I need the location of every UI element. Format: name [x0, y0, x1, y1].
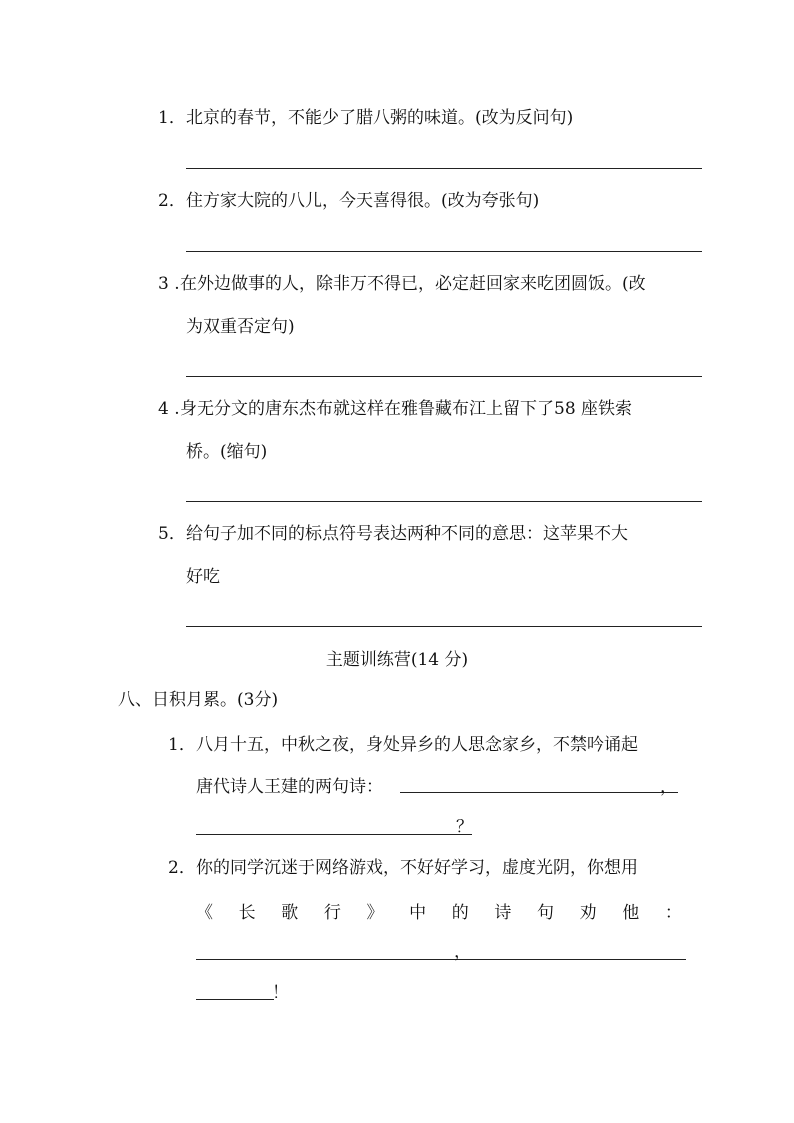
item-3-number: 3 .: [158, 274, 180, 294]
q1-comma: ，: [660, 777, 677, 797]
item-3-text-line2: 为双重否定句): [186, 317, 295, 337]
q2-char: 劝: [579, 903, 597, 923]
item-4-text-line1: 身无分文的唐东杰布就这样在雅鲁藏布江上留下了58 座铁索: [180, 399, 633, 419]
q2-text-line1: 你的同学沉迷于网络游戏，不好好学习，虚度光阴，你想用: [196, 858, 638, 878]
item-1-number: 1．: [158, 108, 186, 128]
item-2-text: 住方家大院的八儿，今天喜得很。(改为夸张句): [186, 191, 540, 211]
q1-blank-1[interactable]: [400, 792, 678, 793]
item-4-text-line2: 桥。(缩句): [186, 442, 268, 462]
item-4-number: 4 .: [158, 399, 180, 419]
item-5-answer-line[interactable]: [186, 626, 702, 627]
q1-text-line1: 八月十五，中秋之夜，身处异乡的人思念家乡，不禁吟诵起: [196, 735, 638, 755]
q2-blank-2[interactable]: [196, 999, 274, 1000]
q2-char: 句: [537, 903, 554, 923]
item-5-number: 5．: [158, 524, 186, 544]
section-title: 主题训练营(14 分): [325, 650, 469, 670]
q2-char: 《: [196, 903, 213, 923]
item-1-text: 北京的春节，不能少了腊八粥的味道。(改为反问句): [186, 108, 574, 128]
q2-comma: ，: [454, 942, 471, 962]
q2-char: 长: [238, 903, 256, 923]
item-1-answer-line[interactable]: [186, 168, 702, 169]
item-5-text-line2: 好吃: [186, 567, 220, 587]
item-3-text-line1: 在外边做事的人，除非万不得已，必定赶回家来吃团圆饭。(改: [180, 274, 646, 294]
q2-char: 》: [366, 903, 384, 923]
q2-char: 他: [622, 903, 640, 923]
q1-number: 1．: [168, 735, 196, 755]
q1-blank-2[interactable]: [196, 834, 472, 835]
q2-text-line2: [196, 901, 682, 925]
q2-number: 2．: [168, 858, 196, 878]
section-eight-heading: 八、日积月累。(3分): [118, 690, 279, 710]
q2-char: 歌: [281, 903, 299, 923]
q2-char: 诗: [494, 903, 512, 923]
item-2-number: 2．: [158, 191, 186, 211]
q2-char: ：: [664, 903, 682, 923]
q2-blank-1[interactable]: [196, 959, 686, 960]
q2-char: 行: [323, 903, 341, 923]
q2-char: 中: [409, 903, 427, 923]
q2-exclamation: ！: [272, 983, 289, 1003]
item-2-answer-line[interactable]: [186, 251, 702, 252]
q1-text-line2: 唐代诗人王建的两句诗：: [196, 777, 383, 797]
item-3-answer-line[interactable]: [186, 376, 702, 377]
item-4-answer-line[interactable]: [186, 501, 702, 502]
q2-char: 的: [451, 903, 469, 923]
item-5-text-line1: 给句子加不同的标点符号表达两种不同的意思：这苹果不大: [186, 524, 628, 544]
q1-question-mark: ？: [456, 817, 473, 837]
